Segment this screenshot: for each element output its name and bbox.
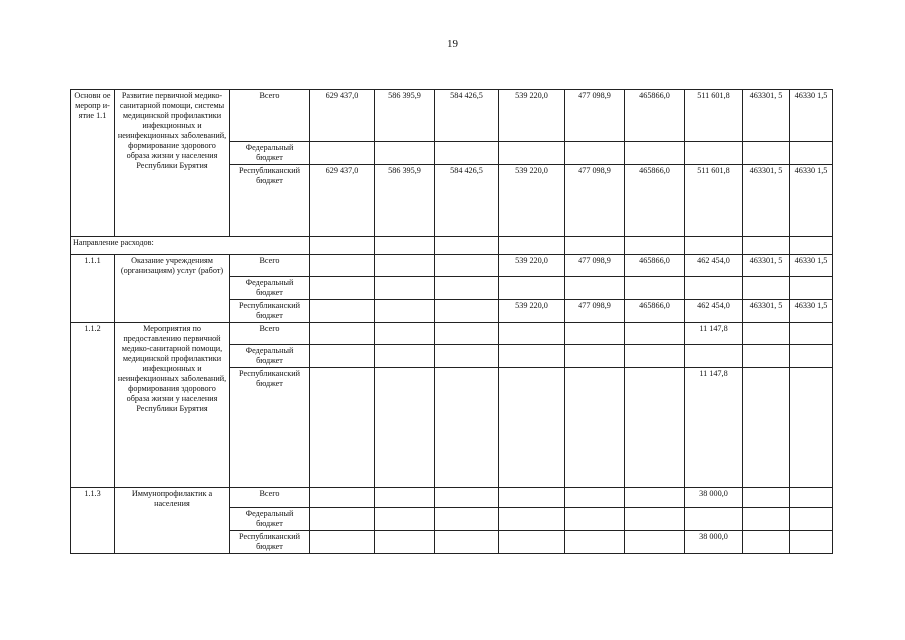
amount-cell	[565, 277, 625, 300]
empty-cell	[310, 237, 375, 255]
empty-cell	[790, 237, 833, 255]
amount-cell	[375, 300, 435, 323]
amount-cell	[625, 142, 685, 165]
table-row	[71, 488, 833, 508]
empty-cell	[375, 237, 435, 255]
amount-cell: 462 454,0	[685, 255, 743, 277]
amount-cell: 46330 1,5	[790, 300, 833, 323]
amount-cell: 584 426,5	[435, 90, 499, 142]
amount-cell	[435, 300, 499, 323]
funding-source: Федеральный бюджет	[230, 277, 310, 300]
empty-cell	[565, 237, 625, 255]
amount-cell	[565, 531, 625, 554]
amount-cell	[625, 531, 685, 554]
amount-cell	[743, 323, 790, 345]
amount-cell: 584 426,5	[435, 165, 499, 237]
amount-cell	[435, 345, 499, 368]
amount-cell	[310, 323, 375, 345]
funding-source: Всего	[230, 488, 310, 508]
amount-cell	[310, 277, 375, 300]
amount-cell	[435, 142, 499, 165]
page-number: 19	[447, 38, 458, 50]
budget-table-body	[71, 90, 833, 554]
amount-cell	[375, 323, 435, 345]
table-row	[71, 90, 833, 142]
amount-cell	[375, 368, 435, 488]
activity-code: 1.1.1	[71, 255, 115, 323]
amount-cell: 539 220,0	[499, 90, 565, 142]
amount-cell	[790, 508, 833, 531]
amount-cell	[375, 255, 435, 277]
amount-cell: 539 220,0	[499, 165, 565, 237]
amount-cell	[499, 508, 565, 531]
amount-cell	[499, 142, 565, 165]
amount-cell	[499, 277, 565, 300]
activity-title: Иммунопрофилактик а населения	[115, 488, 230, 554]
amount-cell: 463301, 5	[743, 300, 790, 323]
amount-cell: 539 220,0	[499, 300, 565, 323]
amount-cell: 46330 1,5	[790, 255, 833, 277]
amount-cell	[743, 508, 790, 531]
amount-cell	[565, 142, 625, 165]
amount-cell: 38 000,0	[685, 488, 743, 508]
funding-source: Всего	[230, 255, 310, 277]
amount-cell	[310, 255, 375, 277]
activity-title: Развитие первичной медико-санитарной помощи, системы медицинской профилактики инфекционных и неинфекционных заболеваний, формирование здорового образа жизни у населения Республики Бурятия	[115, 90, 230, 237]
amount-cell: 462 454,0	[685, 300, 743, 323]
amount-cell: 11 147,8	[685, 323, 743, 345]
funding-source: Федеральный бюджет	[230, 508, 310, 531]
funding-source: Федеральный бюджет	[230, 345, 310, 368]
amount-cell	[743, 142, 790, 165]
funding-source: Республиканский бюджет	[230, 368, 310, 488]
amount-cell	[743, 345, 790, 368]
empty-cell	[625, 237, 685, 255]
amount-cell: 11 147,8	[685, 368, 743, 488]
amount-cell	[375, 142, 435, 165]
amount-cell: 629 437,0	[310, 165, 375, 237]
funding-source: Республиканский бюджет	[230, 531, 310, 554]
amount-cell	[743, 277, 790, 300]
amount-cell: 586 395,9	[375, 165, 435, 237]
empty-cell	[499, 237, 565, 255]
amount-cell	[499, 488, 565, 508]
amount-cell: 465866,0	[625, 300, 685, 323]
table-row	[71, 323, 833, 345]
amount-cell	[435, 531, 499, 554]
amount-cell: 586 395,9	[375, 90, 435, 142]
amount-cell	[565, 508, 625, 531]
amount-cell	[685, 142, 743, 165]
activity-title: Оказание учреждениям (организациям) услуг (работ)	[115, 255, 230, 323]
amount-cell	[790, 488, 833, 508]
amount-cell	[790, 368, 833, 488]
amount-cell: 477 098,9	[565, 300, 625, 323]
empty-cell	[685, 237, 743, 255]
amount-cell	[375, 345, 435, 368]
empty-cell	[743, 237, 790, 255]
amount-cell	[435, 488, 499, 508]
activity-code: 1.1.3	[71, 488, 115, 554]
amount-cell	[375, 508, 435, 531]
amount-cell	[310, 142, 375, 165]
budget-table	[70, 89, 833, 554]
amount-cell	[499, 345, 565, 368]
amount-cell	[435, 277, 499, 300]
amount-cell	[625, 277, 685, 300]
amount-cell: 465866,0	[625, 90, 685, 142]
amount-cell	[499, 323, 565, 345]
amount-cell: 465866,0	[625, 255, 685, 277]
amount-cell	[743, 531, 790, 554]
activity-code: Основн ое меропр и-ятие 1.1	[71, 90, 115, 237]
amount-cell	[435, 368, 499, 488]
amount-cell	[499, 368, 565, 488]
amount-cell	[685, 345, 743, 368]
amount-cell	[565, 345, 625, 368]
funding-source: Всего	[230, 90, 310, 142]
amount-cell: 46330 1,5	[790, 165, 833, 237]
amount-cell: 477 098,9	[565, 165, 625, 237]
table-row	[71, 255, 833, 277]
amount-cell	[685, 277, 743, 300]
amount-cell: 463301, 5	[743, 90, 790, 142]
amount-cell	[565, 323, 625, 345]
amount-cell: 465866,0	[625, 165, 685, 237]
amount-cell	[790, 323, 833, 345]
amount-cell	[790, 142, 833, 165]
amount-cell: 38 000,0	[685, 531, 743, 554]
amount-cell	[310, 488, 375, 508]
amount-cell: 511 601,8	[685, 90, 743, 142]
amount-cell	[565, 368, 625, 488]
funding-source: Федеральный бюджет	[230, 142, 310, 165]
amount-cell	[310, 345, 375, 368]
amount-cell: 477 098,9	[565, 90, 625, 142]
amount-cell	[625, 323, 685, 345]
amount-cell	[435, 323, 499, 345]
funding-source: Республиканский бюджет	[230, 300, 310, 323]
amount-cell	[790, 345, 833, 368]
funding-source: Республиканский бюджет	[230, 165, 310, 237]
amount-cell	[310, 300, 375, 323]
amount-cell	[743, 488, 790, 508]
amount-cell	[625, 368, 685, 488]
amount-cell: 463301, 5	[743, 255, 790, 277]
amount-cell	[790, 531, 833, 554]
amount-cell	[625, 508, 685, 531]
amount-cell	[790, 277, 833, 300]
amount-cell	[435, 255, 499, 277]
activity-code: 1.1.2	[71, 323, 115, 488]
amount-cell	[375, 488, 435, 508]
funding-source: Всего	[230, 323, 310, 345]
amount-cell	[310, 531, 375, 554]
amount-cell	[375, 531, 435, 554]
amount-cell	[685, 508, 743, 531]
amount-cell: 539 220,0	[499, 255, 565, 277]
amount-cell	[435, 508, 499, 531]
empty-cell	[435, 237, 499, 255]
amount-cell	[499, 531, 565, 554]
amount-cell	[565, 488, 625, 508]
amount-cell	[625, 345, 685, 368]
amount-cell: 511 601,8	[685, 165, 743, 237]
amount-cell: 46330 1,5	[790, 90, 833, 142]
amount-cell: 629 437,0	[310, 90, 375, 142]
amount-cell	[625, 488, 685, 508]
amount-cell	[310, 508, 375, 531]
amount-cell	[375, 277, 435, 300]
amount-cell	[743, 368, 790, 488]
amount-cell	[310, 368, 375, 488]
direction-row	[71, 237, 833, 255]
activity-title: Мероприятия по предоставлению первичной медико-санитарной помощи, медицинской профилактики инфекционных и неинфекционных заболеваний, формирования здорового образа жизни у населения Республики Бурятия	[115, 323, 230, 488]
amount-cell: 463301, 5	[743, 165, 790, 237]
direction-label: Направление расходов:	[71, 237, 310, 255]
amount-cell: 477 098,9	[565, 255, 625, 277]
